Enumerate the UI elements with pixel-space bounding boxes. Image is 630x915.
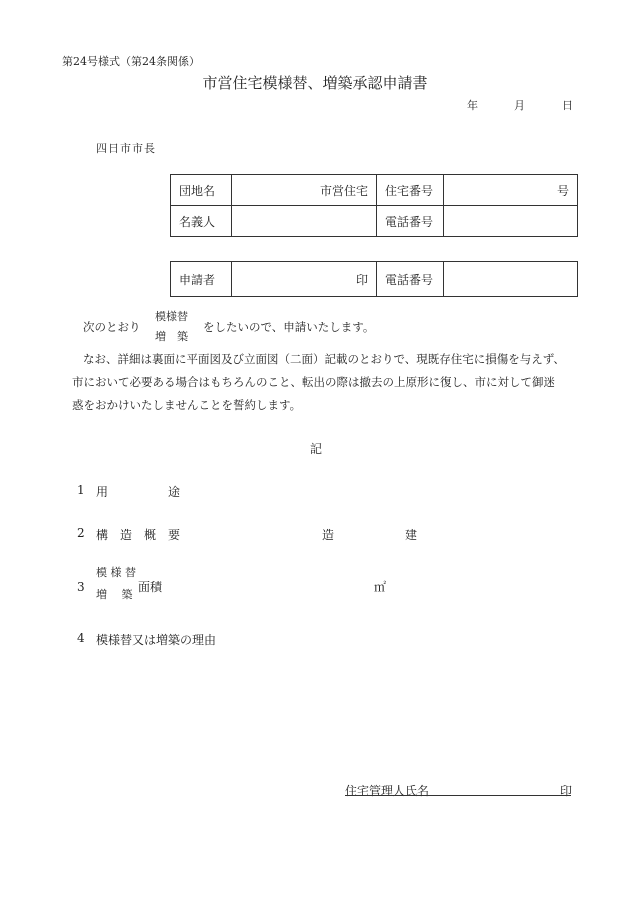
item-number: 2 bbox=[77, 526, 85, 540]
reason-label: 模様替又は増築の理由 bbox=[96, 633, 217, 647]
area-options bbox=[96, 562, 136, 606]
item-number: 3 bbox=[77, 580, 85, 594]
date-day-label: 日 bbox=[562, 99, 573, 112]
applicant-table bbox=[170, 261, 578, 297]
unit-number-label: 住宅番号 bbox=[377, 175, 444, 206]
area-option-extension: 増 築 bbox=[96, 588, 133, 601]
applicant-phone-field[interactable] bbox=[444, 262, 578, 297]
table-row bbox=[171, 206, 578, 237]
request-prefix: 次のとおり bbox=[83, 320, 141, 334]
housing-info-table bbox=[170, 174, 578, 237]
addressee: 四日市市長 bbox=[96, 142, 156, 155]
date-month-label: 月 bbox=[514, 99, 525, 112]
tenant-name-label: 名義人 bbox=[171, 206, 232, 237]
manager-seal: 印 bbox=[560, 784, 573, 798]
tenant-name-field[interactable] bbox=[232, 206, 377, 237]
usage-label-b: 途 bbox=[168, 485, 181, 499]
option-extension: 増 築 bbox=[155, 330, 188, 343]
manager-name-label: 住宅管理人氏名 bbox=[345, 784, 430, 798]
complex-name-label: 団地名 bbox=[171, 175, 232, 206]
option-remodel: 模様替 bbox=[155, 310, 188, 323]
usage-label-a: 用 bbox=[96, 485, 109, 499]
structure-zou: 造 bbox=[322, 528, 335, 542]
date-year-label: 年 bbox=[467, 99, 478, 112]
unit-number-field[interactable]: 号 bbox=[444, 175, 578, 206]
complex-name-field[interactable]: 市営住宅 bbox=[232, 175, 377, 206]
applicant-phone-label: 電話番号 bbox=[377, 262, 444, 297]
item-number: 4 bbox=[77, 631, 85, 645]
structure-label: 構 造 概 要 bbox=[96, 528, 181, 542]
form-number: 第24号様式（第24条関係） bbox=[62, 55, 200, 68]
pledge-line-3: 惑をおかけいたしませんことを誓約します。 bbox=[72, 398, 302, 412]
applicant-label: 申請者 bbox=[171, 262, 232, 297]
phone-label: 電話番号 bbox=[377, 206, 444, 237]
pledge-line-1: なお、詳細は裏面に平面図及び立面図（二面）記載のとおりで、現既存住宅に損傷を与えず、 bbox=[83, 352, 565, 366]
page-title: 市営住宅模様替、増築承認申請書 bbox=[202, 74, 428, 92]
area-option-remodel: 模 様 替 bbox=[96, 566, 136, 579]
request-suffix: をしたいので、申請いたします。 bbox=[203, 320, 375, 334]
ki-heading: 記 bbox=[310, 442, 323, 456]
applicant-field[interactable]: 印 bbox=[232, 262, 377, 297]
pledge-line-2: 市において必要ある場合はもちろんのこと、転出の際は撤去の上原形に復し、市に対して御迷 bbox=[72, 375, 555, 389]
area-label: 面積 bbox=[138, 580, 163, 594]
phone-field[interactable] bbox=[444, 206, 578, 237]
area-unit: ㎡ bbox=[374, 580, 387, 594]
table-row bbox=[171, 175, 578, 206]
structure-ken: 建 bbox=[405, 528, 418, 542]
table-row bbox=[171, 262, 578, 297]
signature-line[interactable] bbox=[345, 795, 571, 796]
request-options bbox=[155, 307, 188, 347]
item-number: 1 bbox=[77, 483, 85, 497]
